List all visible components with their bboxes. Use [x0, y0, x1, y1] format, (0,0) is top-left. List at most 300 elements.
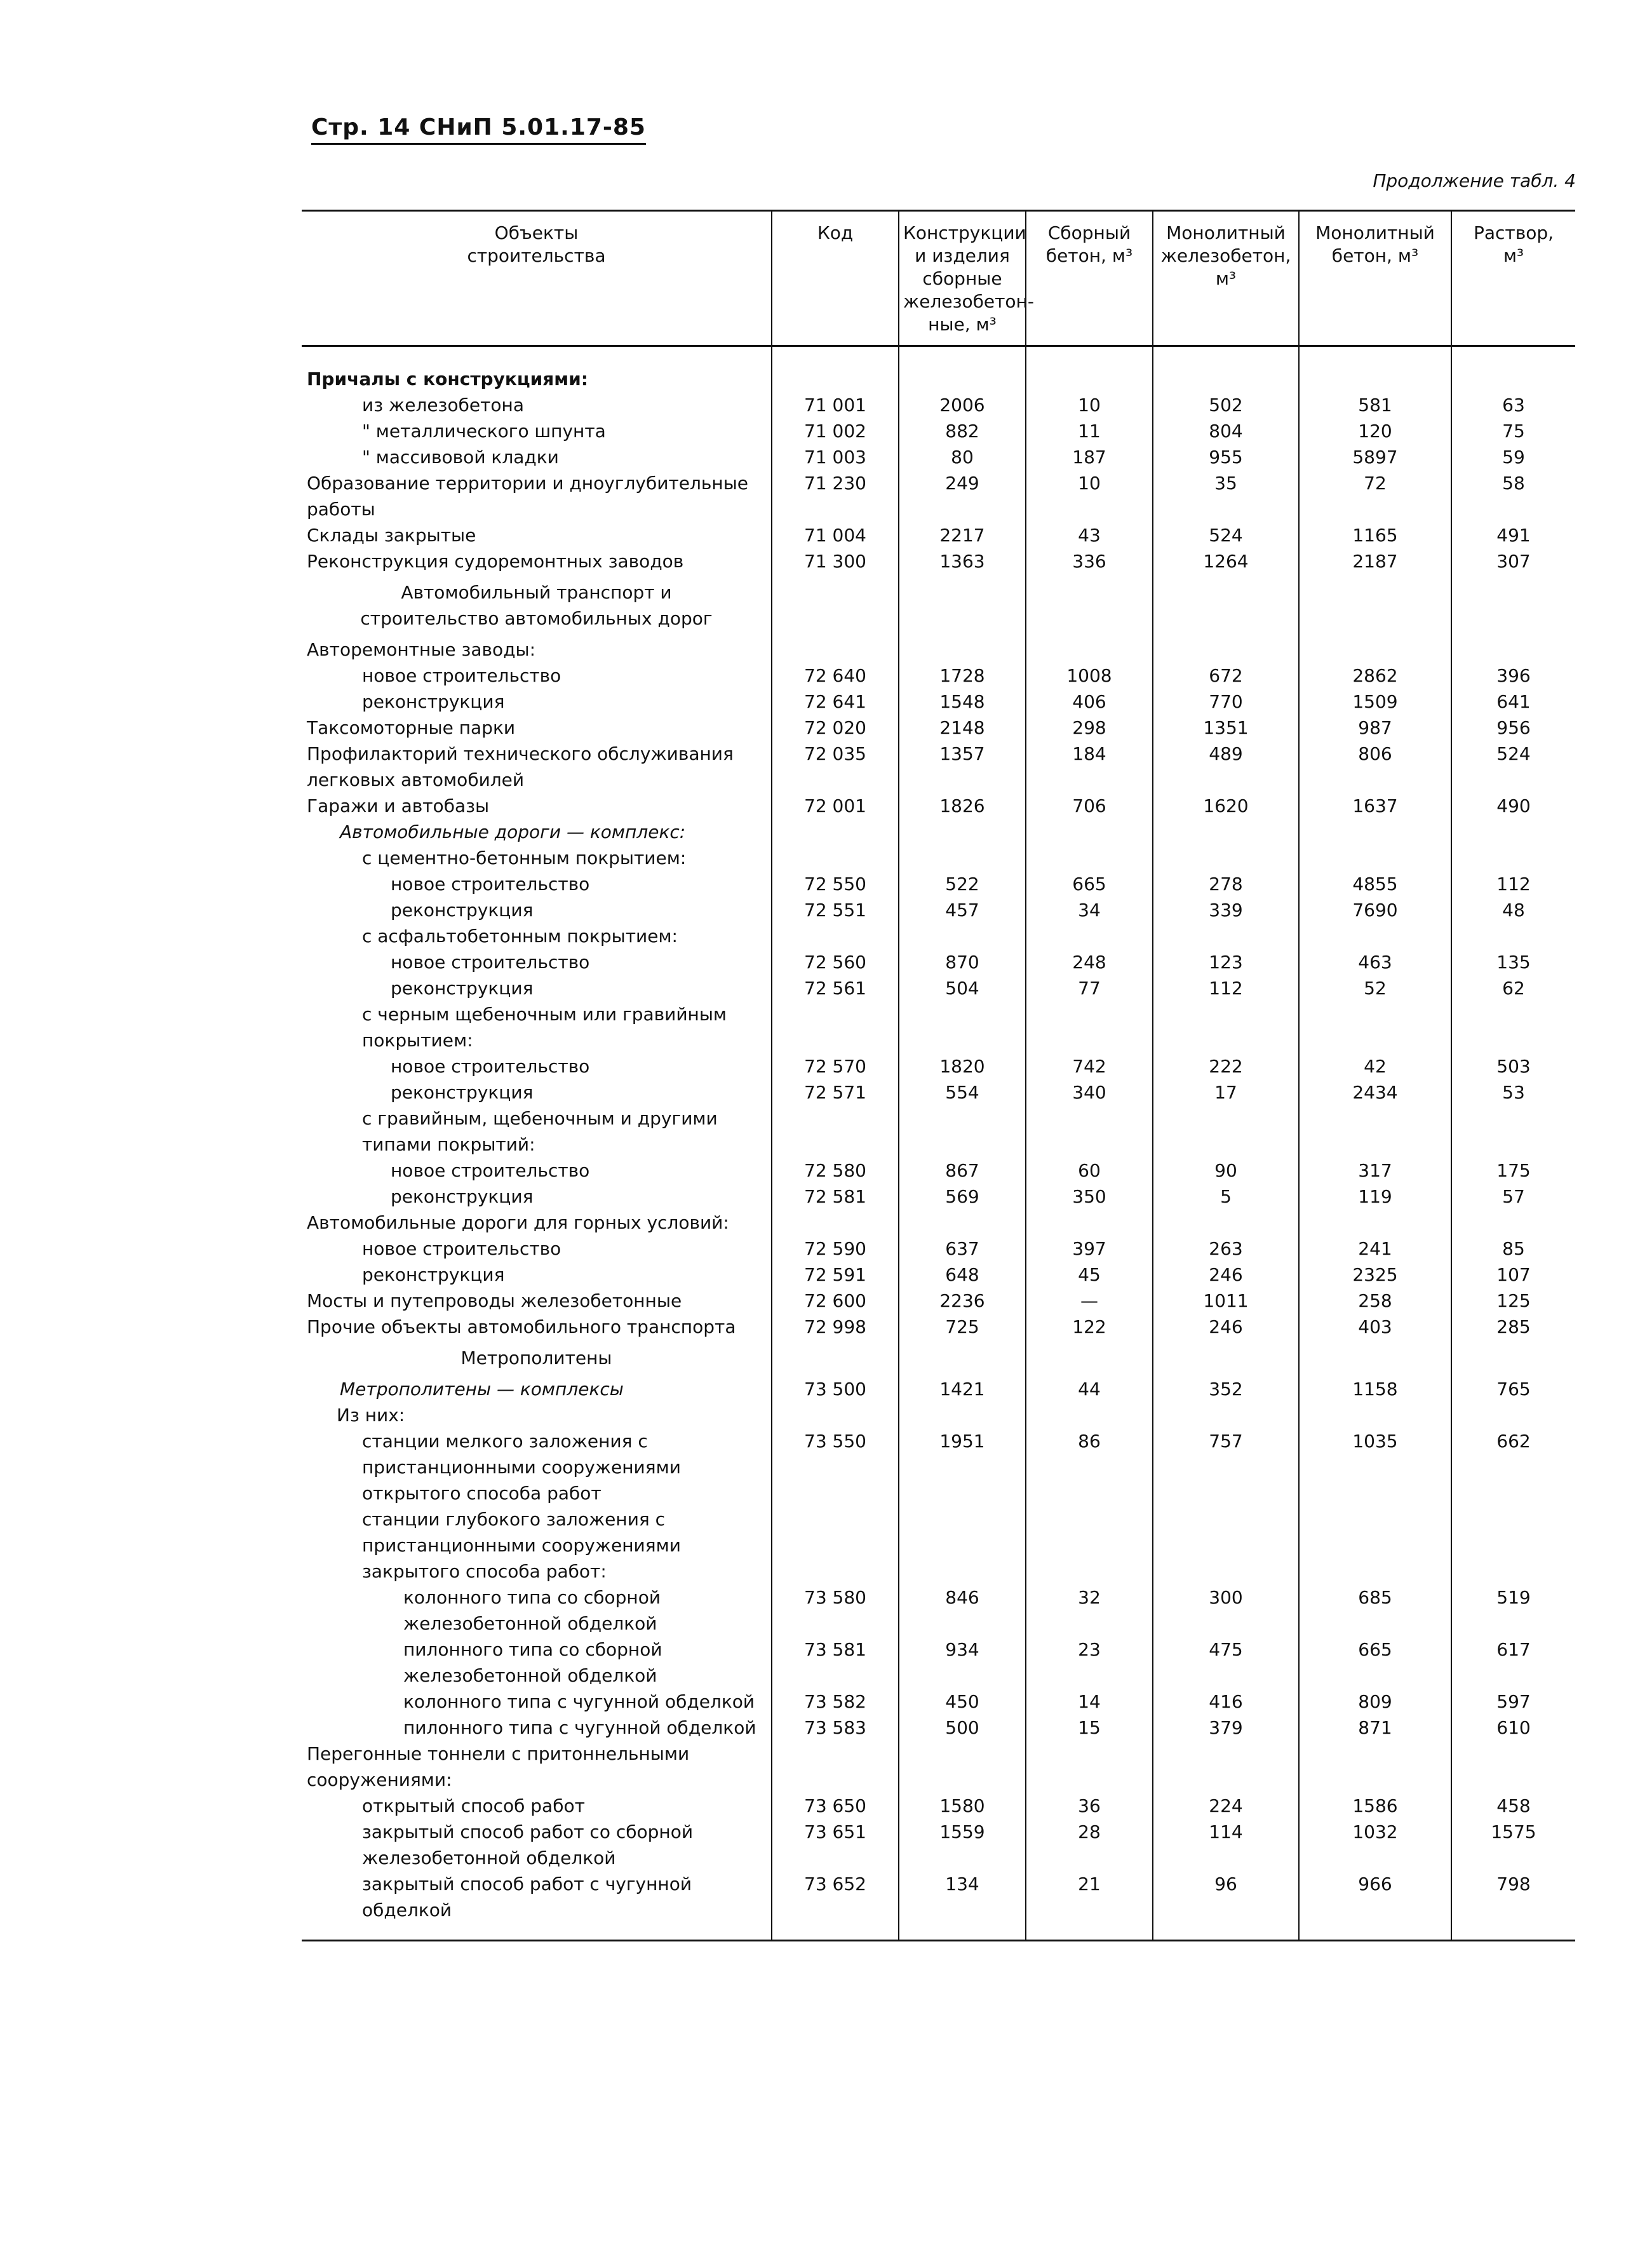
monolithic-rc-cell: 489 — [1153, 741, 1299, 793]
mortar-cell: 597 — [1451, 1689, 1575, 1715]
object-name-cell: реконструкция — [362, 1264, 505, 1285]
monolithic-concrete-cell: 52 — [1299, 975, 1451, 1001]
object-name-cell: Причалы с конструкциями: — [307, 368, 588, 389]
code-cell: 73 582 — [772, 1689, 899, 1715]
table-row — [302, 715, 1575, 741]
precast-concrete-cell — [1026, 923, 1153, 949]
monolithic-concrete-cell: 1035 — [1299, 1428, 1451, 1506]
monolithic-concrete-cell — [1299, 1402, 1451, 1428]
precast-concrete-cell: 86 — [1026, 1428, 1153, 1506]
header-monolithic-concrete: Монолитный бетон, м³ — [1299, 211, 1451, 346]
monolithic-rc-cell — [1153, 1506, 1299, 1584]
monolithic-concrete-cell: 72 — [1299, 470, 1451, 522]
code-cell: 72 561 — [772, 975, 899, 1001]
table-row — [302, 1402, 1575, 1428]
code-cell: 72 580 — [772, 1158, 899, 1184]
monolithic-rc-cell: 263 — [1153, 1236, 1299, 1262]
table-row — [302, 574, 1575, 637]
mortar-cell — [1451, 1340, 1575, 1376]
precast-rc-cell — [899, 346, 1026, 393]
mortar-cell — [1451, 346, 1575, 393]
precast-concrete-cell — [1026, 574, 1153, 637]
precast-rc-cell: 554 — [899, 1079, 1026, 1105]
object-name-cell: новое строительство — [362, 1238, 561, 1259]
monolithic-rc-cell: 222 — [1153, 1053, 1299, 1079]
monolithic-concrete-cell: 1165 — [1299, 522, 1451, 548]
precast-rc-cell: 846 — [899, 1584, 1026, 1637]
precast-rc-cell — [899, 1210, 1026, 1236]
code-cell: 72 001 — [772, 793, 899, 819]
object-name-cell: новое строительство — [362, 665, 561, 686]
precast-concrete-cell: 742 — [1026, 1053, 1153, 1079]
code-cell — [772, 1001, 899, 1053]
code-cell — [772, 574, 899, 637]
mortar-cell: 53 — [1451, 1079, 1575, 1105]
precast-rc-cell — [899, 574, 1026, 637]
precast-concrete-cell — [1026, 845, 1153, 871]
mortar-cell — [1451, 637, 1575, 663]
monolithic-concrete-cell: 2325 — [1299, 1262, 1451, 1288]
monolithic-concrete-cell — [1299, 1001, 1451, 1053]
table-row — [302, 1689, 1575, 1715]
code-cell: 71 004 — [772, 522, 899, 548]
precast-concrete-cell: 406 — [1026, 689, 1153, 715]
object-name-cell: Прочие объекты автомобильного транспорта — [307, 1316, 736, 1337]
code-cell: 73 650 — [772, 1793, 899, 1819]
monolithic-rc-cell: 1011 — [1153, 1288, 1299, 1314]
object-name-cell: закрытый способ работ с чугунной обделкой — [302, 1871, 772, 1941]
table-row — [302, 637, 1575, 663]
mortar-cell: 107 — [1451, 1262, 1575, 1288]
monolithic-concrete-cell — [1299, 923, 1451, 949]
code-cell: 73 550 — [772, 1428, 899, 1506]
monolithic-concrete-cell: 871 — [1299, 1715, 1451, 1741]
precast-concrete-cell: 45 — [1026, 1262, 1153, 1288]
precast-rc-cell: 1421 — [899, 1376, 1026, 1402]
monolithic-rc-cell: 804 — [1153, 418, 1299, 444]
table-row — [302, 845, 1575, 871]
code-cell: 72 560 — [772, 949, 899, 975]
code-cell: 73 651 — [772, 1819, 899, 1871]
monolithic-rc-cell — [1153, 1105, 1299, 1158]
table-row — [302, 1001, 1575, 1053]
code-cell: 72 640 — [772, 663, 899, 689]
object-name-cell: с асфальтобетонным покрытием: — [362, 926, 678, 947]
table-row — [302, 689, 1575, 715]
precast-rc-cell: 1559 — [899, 1819, 1026, 1871]
code-cell: 72 571 — [772, 1079, 899, 1105]
monolithic-concrete-cell: 1158 — [1299, 1376, 1451, 1402]
object-name-cell: реконструкция — [391, 1082, 534, 1103]
header-objects: Объекты строительства — [467, 222, 606, 266]
monolithic-rc-cell: 524 — [1153, 522, 1299, 548]
precast-rc-cell: 80 — [899, 444, 1026, 470]
precast-rc-cell — [899, 819, 1026, 845]
mortar-cell: 175 — [1451, 1158, 1575, 1184]
precast-rc-cell: 1951 — [899, 1428, 1026, 1506]
monolithic-concrete-cell: 1032 — [1299, 1819, 1451, 1871]
monolithic-concrete-cell: 42 — [1299, 1053, 1451, 1079]
mortar-cell: 58 — [1451, 470, 1575, 522]
precast-rc-cell: 1363 — [899, 548, 1026, 574]
object-name-cell: Метрополитены — [460, 1347, 612, 1368]
table-row — [302, 1871, 1575, 1941]
table-row — [302, 1715, 1575, 1741]
monolithic-rc-cell: 757 — [1153, 1428, 1299, 1506]
object-name-cell: пилонного типа с чугунной обделкой — [403, 1717, 756, 1738]
monolithic-concrete-cell: 258 — [1299, 1288, 1451, 1314]
code-cell: 71 002 — [772, 418, 899, 444]
precast-concrete-cell: 34 — [1026, 897, 1153, 923]
monolithic-rc-cell: 339 — [1153, 897, 1299, 923]
mortar-cell: 662 — [1451, 1428, 1575, 1506]
mortar-cell — [1451, 1741, 1575, 1793]
monolithic-concrete-cell: 2187 — [1299, 548, 1451, 574]
precast-concrete-cell: 350 — [1026, 1184, 1153, 1210]
mortar-cell: 125 — [1451, 1288, 1575, 1314]
monolithic-concrete-cell — [1299, 1210, 1451, 1236]
header-mortar: Раствор, м³ — [1451, 211, 1575, 346]
precast-rc-cell: 1357 — [899, 741, 1026, 793]
monolithic-concrete-cell: 987 — [1299, 715, 1451, 741]
monolithic-concrete-cell: 317 — [1299, 1158, 1451, 1184]
object-name-cell: реконструкция — [391, 900, 534, 921]
monolithic-concrete-cell: 403 — [1299, 1314, 1451, 1340]
object-name-cell: Гаражи и автобазы — [307, 795, 490, 816]
object-name-cell: реконструкция — [362, 691, 505, 712]
table-row — [302, 522, 1575, 548]
mortar-cell: 57 — [1451, 1184, 1575, 1210]
mortar-cell: 519 — [1451, 1584, 1575, 1637]
monolithic-rc-cell: 1620 — [1153, 793, 1299, 819]
code-cell: 73 583 — [772, 1715, 899, 1741]
precast-rc-cell: 2006 — [899, 392, 1026, 418]
precast-rc-cell — [899, 1105, 1026, 1158]
table-row — [302, 444, 1575, 470]
monolithic-concrete-cell: 119 — [1299, 1184, 1451, 1210]
mortar-cell — [1451, 1506, 1575, 1584]
monolithic-rc-cell — [1153, 1340, 1299, 1376]
precast-rc-cell — [899, 1741, 1026, 1793]
monolithic-rc-cell: 246 — [1153, 1314, 1299, 1340]
table-row — [302, 1584, 1575, 1637]
monolithic-rc-cell — [1153, 574, 1299, 637]
precast-concrete-cell — [1026, 1210, 1153, 1236]
object-name-cell: Автомобильные дороги для горных условий: — [307, 1212, 729, 1233]
table-continuation-note: Продолжение табл. 4 — [1373, 170, 1576, 191]
object-name-cell: новое строительство — [391, 1160, 590, 1181]
object-name-cell: Перегонные тоннели с притоннельными сооружениями: — [307, 1743, 690, 1790]
precast-concrete-cell: 10 — [1026, 392, 1153, 418]
mortar-cell: 610 — [1451, 1715, 1575, 1741]
monolithic-concrete-cell — [1299, 1105, 1451, 1158]
code-cell — [772, 1105, 899, 1158]
precast-rc-cell: 882 — [899, 418, 1026, 444]
precast-concrete-cell: 706 — [1026, 793, 1153, 819]
monolithic-rc-cell: 672 — [1153, 663, 1299, 689]
monolithic-concrete-cell: 2862 — [1299, 663, 1451, 689]
precast-rc-cell: 134 — [899, 1871, 1026, 1941]
table-row — [302, 1079, 1575, 1105]
code-cell: 72 998 — [772, 1314, 899, 1340]
table-row — [302, 897, 1575, 923]
object-name-cell: колонного типа с чугунной обделкой — [403, 1691, 755, 1712]
code-cell — [772, 1741, 899, 1793]
precast-concrete-cell: 32 — [1026, 1584, 1153, 1637]
monolithic-rc-cell — [1153, 637, 1299, 663]
precast-concrete-cell: 28 — [1026, 1819, 1153, 1871]
precast-concrete-cell: 10 — [1026, 470, 1153, 522]
monolithic-concrete-cell — [1299, 574, 1451, 637]
code-cell: 72 590 — [772, 1236, 899, 1262]
mortar-cell: 765 — [1451, 1376, 1575, 1402]
table-row — [302, 871, 1575, 897]
monolithic-rc-cell: 114 — [1153, 1819, 1299, 1871]
precast-concrete-cell: 397 — [1026, 1236, 1153, 1262]
object-name-cell: закрытый способ работ со сборной железобетонной обделкой — [362, 1821, 694, 1868]
monolithic-rc-cell: 379 — [1153, 1715, 1299, 1741]
table-row — [302, 548, 1575, 574]
table-row — [302, 663, 1575, 689]
precast-concrete-cell: 11 — [1026, 418, 1153, 444]
monolithic-concrete-cell: 5897 — [1299, 444, 1451, 470]
materials-table — [302, 210, 1575, 1941]
precast-concrete-cell: — — [1026, 1288, 1153, 1314]
precast-concrete-cell: 21 — [1026, 1871, 1153, 1941]
mortar-cell: 1575 — [1451, 1819, 1575, 1871]
precast-rc-cell — [899, 1001, 1026, 1053]
object-name-cell: колонного типа со сборной железобетонной обделкой — [403, 1587, 661, 1634]
table-row — [302, 793, 1575, 819]
mortar-cell: 798 — [1451, 1871, 1575, 1941]
table-row — [302, 1376, 1575, 1402]
precast-concrete-cell — [1026, 1001, 1153, 1053]
monolithic-rc-cell — [1153, 819, 1299, 845]
code-cell — [772, 1340, 899, 1376]
precast-rc-cell — [899, 845, 1026, 871]
table-row — [302, 1184, 1575, 1210]
monolithic-concrete-cell: 966 — [1299, 1871, 1451, 1941]
monolithic-rc-cell: 224 — [1153, 1793, 1299, 1819]
mortar-cell: 62 — [1451, 975, 1575, 1001]
monolithic-rc-cell: 502 — [1153, 392, 1299, 418]
object-name-cell: с гравийным, щебеночным и другими типами покрытий: — [362, 1108, 718, 1155]
monolithic-concrete-cell: 1586 — [1299, 1793, 1451, 1819]
object-name-cell: открытый способ работ — [362, 1795, 585, 1816]
mortar-cell — [1451, 845, 1575, 871]
precast-rc-cell: 569 — [899, 1184, 1026, 1210]
monolithic-rc-cell: 123 — [1153, 949, 1299, 975]
monolithic-concrete-cell: 7690 — [1299, 897, 1451, 923]
monolithic-concrete-cell — [1299, 1741, 1451, 1793]
precast-rc-cell: 457 — [899, 897, 1026, 923]
precast-concrete-cell — [1026, 346, 1153, 393]
monolithic-rc-cell: 278 — [1153, 871, 1299, 897]
mortar-cell — [1451, 1402, 1575, 1428]
precast-concrete-cell — [1026, 1105, 1153, 1158]
precast-rc-cell: 637 — [899, 1236, 1026, 1262]
table-row — [302, 1105, 1575, 1158]
precast-rc-cell — [899, 1506, 1026, 1584]
code-cell: 72 581 — [772, 1184, 899, 1210]
precast-concrete-cell: 44 — [1026, 1376, 1153, 1402]
mortar-cell: 307 — [1451, 548, 1575, 574]
precast-rc-cell: 1826 — [899, 793, 1026, 819]
monolithic-concrete-cell: 4855 — [1299, 871, 1451, 897]
table-row — [302, 418, 1575, 444]
precast-rc-cell: 725 — [899, 1314, 1026, 1340]
precast-concrete-cell: 43 — [1026, 522, 1153, 548]
object-name-cell: реконструкция — [391, 1186, 534, 1207]
table-row — [302, 1236, 1575, 1262]
monolithic-concrete-cell: 120 — [1299, 418, 1451, 444]
precast-concrete-cell: 248 — [1026, 949, 1153, 975]
code-cell — [772, 819, 899, 845]
monolithic-concrete-cell: 2434 — [1299, 1079, 1451, 1105]
object-name-cell: Из них: — [337, 1405, 405, 1426]
monolithic-rc-cell: 96 — [1153, 1871, 1299, 1941]
table-row — [302, 819, 1575, 845]
table-header-row — [302, 211, 1575, 346]
mortar-cell: 956 — [1451, 715, 1575, 741]
mortar-cell: 59 — [1451, 444, 1575, 470]
mortar-cell: 524 — [1451, 741, 1575, 793]
table-row — [302, 1741, 1575, 1793]
monolithic-rc-cell — [1153, 923, 1299, 949]
precast-concrete-cell: 1008 — [1026, 663, 1153, 689]
object-name-cell: Автомобильный транспорт и строительство автомобильных дорог — [360, 582, 713, 629]
precast-concrete-cell: 14 — [1026, 1689, 1153, 1715]
monolithic-concrete-cell: 809 — [1299, 1689, 1451, 1715]
monolithic-concrete-cell: 665 — [1299, 1637, 1451, 1689]
table-row — [302, 1262, 1575, 1288]
precast-concrete-cell — [1026, 1402, 1153, 1428]
table-row — [302, 741, 1575, 793]
code-cell: 72 551 — [772, 897, 899, 923]
monolithic-rc-cell — [1153, 346, 1299, 393]
precast-rc-cell: 1728 — [899, 663, 1026, 689]
code-cell: 72 591 — [772, 1262, 899, 1288]
code-cell: 73 652 — [772, 1871, 899, 1941]
monolithic-rc-cell: 300 — [1153, 1584, 1299, 1637]
page-header: Стр. 14 СНиП 5.01.17-85 — [311, 114, 646, 145]
object-name-cell: " металлического шпунта — [362, 421, 606, 442]
precast-rc-cell: 450 — [899, 1689, 1026, 1715]
mortar-cell: 490 — [1451, 793, 1575, 819]
precast-rc-cell: 934 — [899, 1637, 1026, 1689]
mortar-cell: 491 — [1451, 522, 1575, 548]
precast-rc-cell: 870 — [899, 949, 1026, 975]
mortar-cell: 641 — [1451, 689, 1575, 715]
monolithic-rc-cell — [1153, 1210, 1299, 1236]
code-cell — [772, 1210, 899, 1236]
code-cell: 71 003 — [772, 444, 899, 470]
monolithic-concrete-cell: 241 — [1299, 1236, 1451, 1262]
mortar-cell — [1451, 819, 1575, 845]
monolithic-rc-cell — [1153, 1741, 1299, 1793]
table-row — [302, 923, 1575, 949]
code-cell — [772, 1506, 899, 1584]
mortar-cell: 285 — [1451, 1314, 1575, 1340]
precast-rc-cell: 2217 — [899, 522, 1026, 548]
monolithic-rc-cell: 770 — [1153, 689, 1299, 715]
precast-concrete-cell: 122 — [1026, 1314, 1153, 1340]
table-row — [302, 346, 1575, 393]
object-name-cell: с цементно-бетонным покрытием: — [362, 847, 687, 868]
code-cell: 72 035 — [772, 741, 899, 793]
object-name-cell: Мосты и путепроводы железобетонные — [307, 1290, 682, 1311]
code-cell: 72 641 — [772, 689, 899, 715]
monolithic-concrete-cell: 1637 — [1299, 793, 1451, 819]
object-name-cell: станции глубокого заложения с пристанционными сооружениями закрытого способа работ: — [362, 1509, 681, 1582]
code-cell: 73 581 — [772, 1637, 899, 1689]
monolithic-rc-cell: 90 — [1153, 1158, 1299, 1184]
code-cell: 71 300 — [772, 548, 899, 574]
mortar-cell — [1451, 574, 1575, 637]
table-row — [302, 1340, 1575, 1376]
table-row — [302, 1793, 1575, 1819]
precast-concrete-cell: 60 — [1026, 1158, 1153, 1184]
monolithic-rc-cell: 246 — [1153, 1262, 1299, 1288]
mortar-cell: 75 — [1451, 418, 1575, 444]
monolithic-concrete-cell: 806 — [1299, 741, 1451, 793]
table-row — [302, 1288, 1575, 1314]
precast-rc-cell: 1820 — [899, 1053, 1026, 1079]
table-row — [302, 1053, 1575, 1079]
header-precast-concrete: Сборный бетон, м³ — [1026, 211, 1153, 346]
code-cell: 72 020 — [772, 715, 899, 741]
table-row — [302, 1314, 1575, 1340]
code-cell: 72 550 — [772, 871, 899, 897]
table-row — [302, 1819, 1575, 1871]
monolithic-rc-cell: 416 — [1153, 1689, 1299, 1715]
header-code: Код — [772, 211, 899, 346]
precast-rc-cell — [899, 923, 1026, 949]
precast-concrete-cell — [1026, 819, 1153, 845]
table-row — [302, 1637, 1575, 1689]
monolithic-rc-cell: 352 — [1153, 1376, 1299, 1402]
object-name-cell: новое строительство — [391, 874, 590, 894]
code-cell: 72 600 — [772, 1288, 899, 1314]
monolithic-concrete-cell — [1299, 819, 1451, 845]
precast-rc-cell: 2148 — [899, 715, 1026, 741]
precast-concrete-cell: 298 — [1026, 715, 1153, 741]
monolithic-rc-cell: 475 — [1153, 1637, 1299, 1689]
code-cell — [772, 845, 899, 871]
object-name-cell: Автомобильные дороги — комплекс: — [340, 821, 686, 842]
precast-concrete-cell: 336 — [1026, 548, 1153, 574]
mortar-cell: 112 — [1451, 871, 1575, 897]
precast-rc-cell: 867 — [899, 1158, 1026, 1184]
mortar-cell: 85 — [1451, 1236, 1575, 1262]
monolithic-concrete-cell: 685 — [1299, 1584, 1451, 1637]
precast-concrete-cell: 340 — [1026, 1079, 1153, 1105]
precast-rc-cell: 1580 — [899, 1793, 1026, 1819]
code-cell — [772, 637, 899, 663]
object-name-cell: из железобетона — [362, 395, 524, 415]
code-cell — [772, 346, 899, 393]
table-row — [302, 1158, 1575, 1184]
precast-concrete-cell: 665 — [1026, 871, 1153, 897]
monolithic-concrete-cell: 463 — [1299, 949, 1451, 975]
monolithic-rc-cell: 17 — [1153, 1079, 1299, 1105]
object-name-cell: новое строительство — [391, 1056, 590, 1077]
precast-rc-cell — [899, 637, 1026, 663]
precast-concrete-cell: 23 — [1026, 1637, 1153, 1689]
mortar-cell — [1451, 1001, 1575, 1053]
object-name-cell: Образование территории и дноуглубительные работы — [307, 473, 749, 520]
precast-rc-cell — [899, 1402, 1026, 1428]
